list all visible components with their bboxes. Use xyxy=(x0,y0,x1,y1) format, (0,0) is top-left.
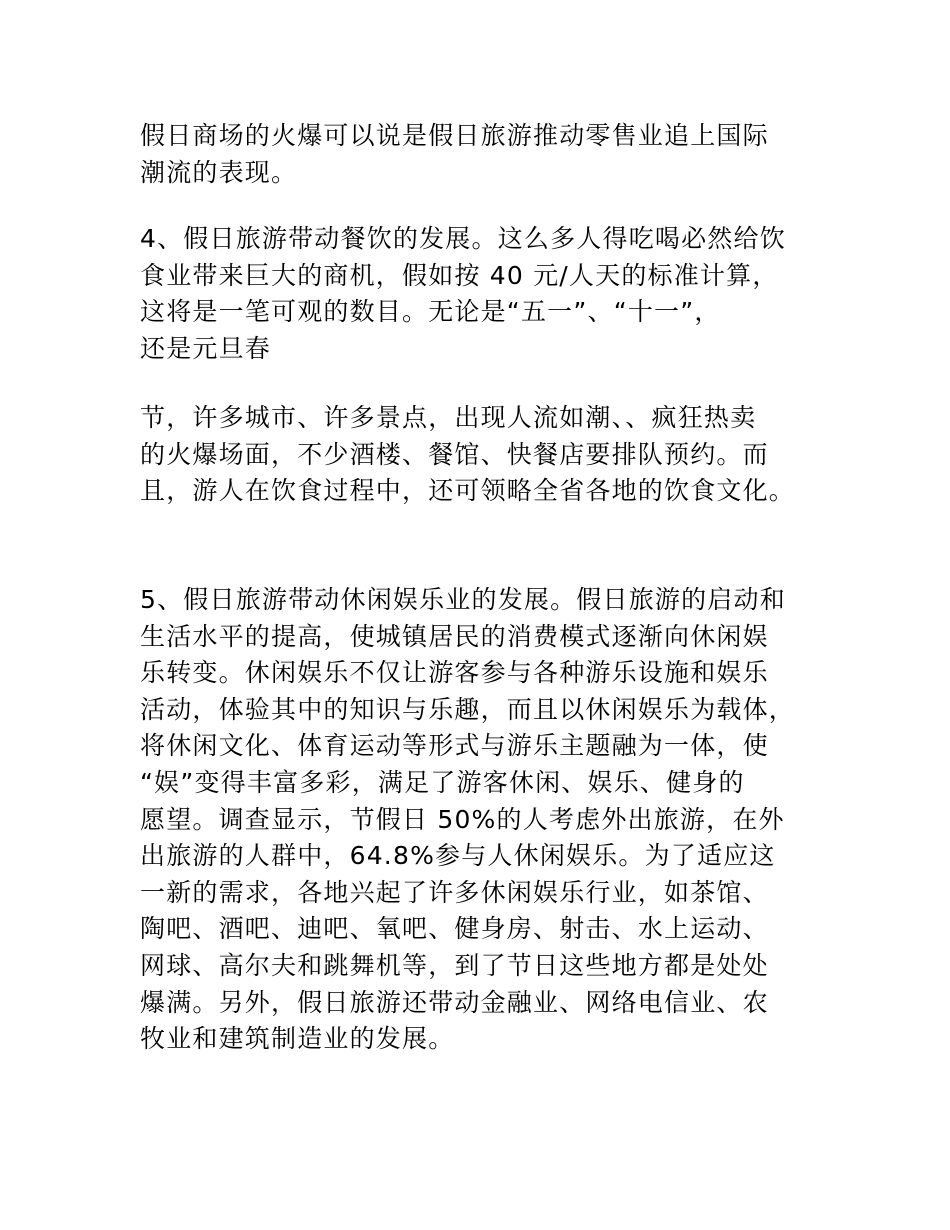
text-line: 一新的需求，各地兴起了许多休闲娱乐行业，如茶馆、 xyxy=(140,877,769,907)
text-line: 愿望。调查显示，节假日 50%的人考虑外出旅游，在外 xyxy=(140,804,785,834)
text-line: 潮流的表现。 xyxy=(140,157,298,187)
text-line: 乐转变。休闲娱乐不仅让游客参与各种游乐设施和娱乐 xyxy=(140,658,769,688)
text-line: 将休闲文化、体育运动等形式与游乐主题融为一体，使 xyxy=(140,731,769,761)
text-line: 生活水平的提高，使城镇居民的消费模式逐渐向休闲娱 xyxy=(140,621,769,651)
text-line: 出旅游的人群中，64.8%参与人休闲娱乐。为了适应这 xyxy=(140,841,776,871)
text-line: 且，游人在饮食过程中，还可领略全省各地的饮食文化。 xyxy=(140,476,796,506)
paragraph-festival-scene xyxy=(140,400,815,510)
paragraph-retail xyxy=(140,118,815,191)
text-line: 陶吧、酒吧、迪吧、氧吧、健身房、射击、水上运动、 xyxy=(140,914,769,944)
text-line: 食业带来巨大的商机，假如按 40 元/人天的标准计算， xyxy=(140,260,779,290)
text-line: 这将是一笔可观的数目。无论是“五一”、“十一”， xyxy=(140,297,721,327)
text-line: 网球、高尔夫和跳舞机等，到了节日这些地方都是处处 xyxy=(140,950,769,980)
text-line: 节，许多城市、许多景点，出现人流如潮、、疯狂热卖 xyxy=(140,403,757,432)
paragraph-catering xyxy=(140,221,815,367)
text-line: 爆满。另外，假日旅游还带动金融业、网络电信业、农 xyxy=(140,987,769,1017)
text-line: 的火爆场面，不少酒楼、餐馆、快餐店要排队预约。而 xyxy=(140,439,769,469)
text-line: 4、假日旅游带动餐饮的发展。这么多人得吃喝必然给饮 xyxy=(140,224,786,253)
text-line: 活动，体验其中的知识与乐趣，而且以休闲娱乐为载体， xyxy=(140,694,796,724)
text-line: 还是元旦春 xyxy=(140,333,272,363)
text-line: 假日商场的火爆可以说是假日旅游推动零售业追上国际 xyxy=(140,121,769,150)
text-line: 5、假日旅游带动休闲娱乐业的发展。假日旅游的启动和 xyxy=(140,585,786,614)
paragraph-leisure xyxy=(140,582,815,1058)
text-line: 牧业和建筑制造业的发展。 xyxy=(140,1024,455,1054)
text-line: “娱”变得丰富多彩，满足了游客休闲、娱乐、健身的 xyxy=(140,767,745,797)
